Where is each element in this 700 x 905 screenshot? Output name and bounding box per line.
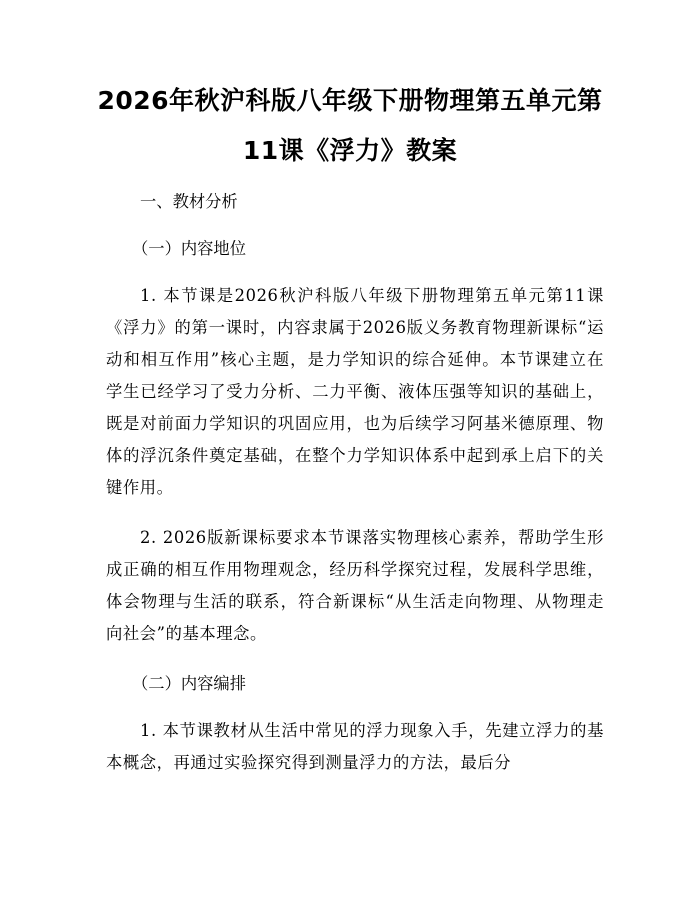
spacer: [106, 265, 604, 280]
paragraph-content-position-1: 1. 本节课是2026秋沪科版八年级下册物理第五单元第11课《浮力》的第一课时，内容隶属于2026版义务教育物理新课标“运动和相互作用”核心主题，是力学知识的综合延伸。本节课建立在学生已经学习了受力分析、二力平衡、液体压强等知识的基础上，既是对前面力学知识的巩固应用，也为后续学习阿基米德原理、物体的浮沉条件奠定基础，在整个力学知识体系中起到承上启下的关键作用。: [106, 286, 604, 497]
paragraph-content-position-2: 2. 2026版新课标要求本节课落实物理核心素养，帮助学生形成正确的相互作用物理观念，经历科学探究过程，发展科学思维，体会物理与生活的联系，符合新课标“从生活走向物理、从物理走向社会”的基本理念。: [106, 528, 604, 643]
document-title: [40, 76, 660, 176]
spacer: [106, 650, 604, 668]
document-title-line-2: 11课《浮力》教案: [242, 136, 458, 165]
spacer: [106, 504, 604, 522]
subsection-heading-content-position: （一）内容地位: [132, 239, 246, 258]
document-body: [106, 186, 604, 779]
document-title-line-1: 2026年秋沪科版八年级下册物理第五单元第: [97, 86, 603, 115]
spacer: [106, 700, 604, 715]
subsection-heading-content-arrangement: （二）内容编排: [132, 674, 246, 693]
section-heading-textbook-analysis: 一、教材分析: [140, 192, 238, 211]
spacer: [106, 218, 604, 233]
paragraph-content-arrangement-1: 1. 本节课教材从生活中常见的浮力现象入手，先建立浮力的基本概念，再通过实验探究得到测量浮力的方法，最后分: [106, 721, 604, 772]
